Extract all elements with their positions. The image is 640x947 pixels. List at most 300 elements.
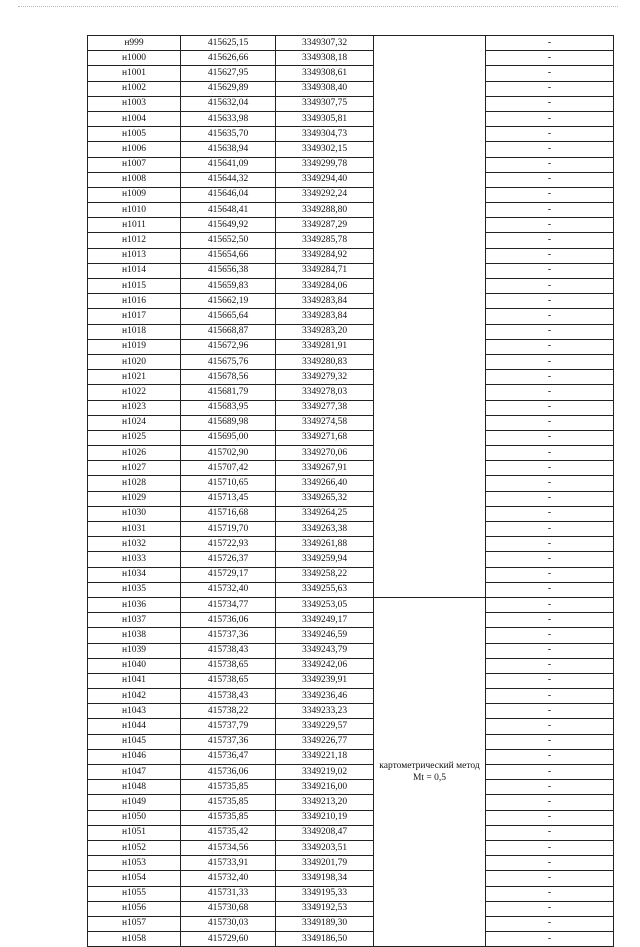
coord-y: 3349242,06 [276,658,374,673]
accuracy-value: - [486,309,614,324]
coord-y: 3349226,77 [276,734,374,749]
table-row [88,628,614,643]
table-row [88,142,614,157]
table-row [88,36,614,51]
coord-y: 3349239,91 [276,673,374,688]
table-row [88,339,614,354]
coord-y: 3349280,83 [276,354,374,369]
table-row [88,172,614,187]
point-name: н1046 [88,749,181,764]
point-name: н1009 [88,187,181,202]
coord-y: 3349270,06 [276,446,374,461]
accuracy-value: - [486,248,614,263]
coord-y: 3349229,57 [276,719,374,734]
point-name: н1021 [88,370,181,385]
coord-y: 3349266,40 [276,476,374,491]
table-row [88,704,614,719]
coord-y: 3349203,51 [276,840,374,855]
coord-y: 3349201,79 [276,856,374,871]
accuracy-value: - [486,172,614,187]
coord-x: 415738,43 [181,643,276,658]
coord-x: 415629,89 [181,81,276,96]
point-name: н1020 [88,354,181,369]
point-name: н1034 [88,567,181,582]
point-name: н1037 [88,613,181,628]
point-name: н1008 [88,172,181,187]
accuracy-value: - [486,537,614,552]
coord-x: 415702,90 [181,446,276,461]
point-name: н1006 [88,142,181,157]
accuracy-value: - [486,597,614,612]
table-row [88,279,614,294]
coord-y: 3349283,84 [276,309,374,324]
accuracy-value: - [486,476,614,491]
coord-x: 415736,06 [181,765,276,780]
table-row [88,673,614,688]
accuracy-value: - [486,795,614,810]
point-name: н1052 [88,840,181,855]
table-row [88,871,614,886]
coord-y: 3349219,02 [276,765,374,780]
coord-y: 3349264,25 [276,506,374,521]
coord-x: 415730,03 [181,916,276,931]
coord-y: 3349246,59 [276,628,374,643]
point-name: н1041 [88,673,181,688]
point-name: н1015 [88,279,181,294]
coord-x: 415649,92 [181,218,276,233]
coord-x: 415654,66 [181,248,276,263]
coord-y: 3349216,00 [276,780,374,795]
accuracy-value: - [486,233,614,248]
accuracy-value: - [486,461,614,476]
table-row [88,446,614,461]
coord-x: 415738,65 [181,673,276,688]
coord-x: 415722,93 [181,537,276,552]
table-row [88,203,614,218]
table-row [88,430,614,445]
accuracy-value: - [486,279,614,294]
table-row [88,597,614,612]
coord-x: 415737,36 [181,734,276,749]
table-row [88,461,614,476]
accuracy-value: - [486,66,614,81]
table-row [88,233,614,248]
coord-y: 3349299,78 [276,157,374,172]
point-name: н1023 [88,400,181,415]
accuracy-value: - [486,628,614,643]
coord-x: 415635,70 [181,127,276,142]
accuracy-value: - [486,111,614,126]
table-row [88,567,614,582]
point-name: н1050 [88,810,181,825]
table-row [88,810,614,825]
point-name: н1029 [88,491,181,506]
coord-y: 3349259,94 [276,552,374,567]
coord-y: 3349186,50 [276,932,374,947]
accuracy-value: - [486,734,614,749]
coord-x: 415735,85 [181,795,276,810]
point-name: н1022 [88,385,181,400]
coord-x: 415719,70 [181,522,276,537]
point-name: н1002 [88,81,181,96]
accuracy-value: - [486,673,614,688]
coord-y: 3349271,68 [276,430,374,445]
coord-x: 415733,91 [181,856,276,871]
accuracy-value: - [486,825,614,840]
point-name: н1038 [88,628,181,643]
table-row [88,309,614,324]
table-row [88,66,614,81]
coord-x: 415735,85 [181,810,276,825]
accuracy-value: - [486,840,614,855]
table-row [88,51,614,66]
accuracy-value: - [486,552,614,567]
point-name: н1055 [88,886,181,901]
coord-x: 415738,65 [181,658,276,673]
accuracy-value: - [486,506,614,521]
point-name: н1033 [88,552,181,567]
accuracy-value: - [486,430,614,445]
point-name: н1014 [88,263,181,278]
point-name: н1028 [88,476,181,491]
table-row [88,840,614,855]
accuracy-value: - [486,491,614,506]
table-row [88,932,614,947]
table-row [88,886,614,901]
table-row [88,81,614,96]
accuracy-value: - [486,643,614,658]
coord-y: 3349236,46 [276,689,374,704]
accuracy-value: - [486,886,614,901]
accuracy-value: - [486,324,614,339]
coord-y: 3349283,84 [276,294,374,309]
table-row [88,522,614,537]
table-row [88,795,614,810]
coord-y: 3349192,53 [276,901,374,916]
point-name: н1024 [88,415,181,430]
coord-y: 3349195,33 [276,886,374,901]
coord-x: 415732,40 [181,871,276,886]
coord-x: 415729,17 [181,567,276,582]
coord-x: 415729,60 [181,932,276,947]
point-name: н1005 [88,127,181,142]
accuracy-value: - [486,263,614,278]
point-name: н1036 [88,597,181,612]
coord-y: 3349261,88 [276,537,374,552]
accuracy-value: - [486,704,614,719]
table-row [88,218,614,233]
coord-x: 415730,68 [181,901,276,916]
table-row [88,248,614,263]
coord-y: 3349274,58 [276,415,374,430]
accuracy-value: - [486,567,614,582]
coord-y: 3349208,47 [276,825,374,840]
coord-x: 415626,66 [181,51,276,66]
coord-x: 415633,98 [181,111,276,126]
table-row [88,111,614,126]
table-row [88,157,614,172]
table-row [88,324,614,339]
coord-y: 3349210,19 [276,810,374,825]
table-row [88,658,614,673]
coord-y: 3349284,06 [276,279,374,294]
accuracy-value: - [486,856,614,871]
coord-x: 415689,98 [181,415,276,430]
table-row [88,415,614,430]
point-name: н999 [88,36,181,51]
point-name: н1057 [88,916,181,931]
accuracy-value: - [486,582,614,597]
accuracy-value: - [486,203,614,218]
coord-y: 3349308,18 [276,51,374,66]
coord-y: 3349308,61 [276,66,374,81]
accuracy-value: - [486,354,614,369]
accuracy-value: - [486,765,614,780]
coord-x: 415681,79 [181,385,276,400]
table-row [88,552,614,567]
point-name: н1013 [88,248,181,263]
accuracy-value: - [486,142,614,157]
table-row [88,400,614,415]
point-name: н1039 [88,643,181,658]
table-row [88,780,614,795]
table-row [88,825,614,840]
coord-x: 415716,68 [181,506,276,521]
coord-x: 415632,04 [181,96,276,111]
coord-y: 3349221,18 [276,749,374,764]
method-cell [374,36,486,598]
table-row [88,96,614,111]
coord-x: 415652,50 [181,233,276,248]
coord-y: 3349281,91 [276,339,374,354]
coord-y: 3349277,38 [276,400,374,415]
accuracy-value: - [486,522,614,537]
table-row [88,127,614,142]
coord-y: 3349265,32 [276,491,374,506]
coord-x: 415668,87 [181,324,276,339]
coord-y: 3349213,20 [276,795,374,810]
accuracy-value: - [486,749,614,764]
table-row [88,491,614,506]
point-name: н1042 [88,689,181,704]
coord-y: 3349307,32 [276,36,374,51]
coord-y: 3349292,24 [276,187,374,202]
coord-y: 3349305,81 [276,111,374,126]
point-name: н1049 [88,795,181,810]
point-name: н1040 [88,658,181,673]
coord-y: 3349253,05 [276,597,374,612]
table-row [88,643,614,658]
table-row [88,476,614,491]
accuracy-value: - [486,370,614,385]
coord-y: 3349287,29 [276,218,374,233]
coordinates-table [87,35,614,947]
coord-x: 415710,65 [181,476,276,491]
accuracy-value: - [486,871,614,886]
accuracy-value: - [486,127,614,142]
coord-x: 415641,09 [181,157,276,172]
coord-x: 415625,15 [181,36,276,51]
accuracy-value: - [486,218,614,233]
point-name: н1051 [88,825,181,840]
coord-x: 415738,22 [181,704,276,719]
point-name: н1047 [88,765,181,780]
point-name: н1012 [88,233,181,248]
point-name: н1054 [88,871,181,886]
coord-x: 415695,00 [181,430,276,445]
coord-x: 415736,47 [181,749,276,764]
point-name: н1026 [88,446,181,461]
table-row [88,354,614,369]
coord-x: 415732,40 [181,582,276,597]
page-top-rule [18,6,618,11]
coord-x: 415665,64 [181,309,276,324]
coord-x: 415659,83 [181,279,276,294]
table-row [88,901,614,916]
coord-x: 415672,96 [181,339,276,354]
accuracy-value: - [486,932,614,947]
accuracy-value: - [486,446,614,461]
point-name: н1016 [88,294,181,309]
coord-y: 3349267,91 [276,461,374,476]
coord-y: 3349198,34 [276,871,374,886]
table-row [88,856,614,871]
coord-x: 415678,56 [181,370,276,385]
accuracy-value: - [486,901,614,916]
table-row [88,582,614,597]
coord-y: 3349263,38 [276,522,374,537]
coord-x: 415734,56 [181,840,276,855]
point-name: н1045 [88,734,181,749]
coord-y: 3349279,32 [276,370,374,385]
coord-y: 3349288,80 [276,203,374,218]
coord-x: 415646,04 [181,187,276,202]
table-row [88,294,614,309]
table-row [88,689,614,704]
point-name: н1003 [88,96,181,111]
coord-x: 415736,06 [181,613,276,628]
accuracy-value: - [486,96,614,111]
coord-x: 415627,95 [181,66,276,81]
point-name: н1001 [88,66,181,81]
point-name: н1058 [88,932,181,947]
coord-x: 415735,42 [181,825,276,840]
point-name: н1018 [88,324,181,339]
accuracy-value: - [486,613,614,628]
accuracy-value: - [486,400,614,415]
coord-y: 3349243,79 [276,643,374,658]
table-row [88,263,614,278]
coord-y: 3349233,23 [276,704,374,719]
point-name: н1011 [88,218,181,233]
point-name: н1032 [88,537,181,552]
coord-y: 3349284,92 [276,248,374,263]
point-name: н1019 [88,339,181,354]
coord-x: 415648,41 [181,203,276,218]
table-row [88,719,614,734]
point-name: н1027 [88,461,181,476]
table-row [88,537,614,552]
coord-y: 3349294,40 [276,172,374,187]
point-name: н1048 [88,780,181,795]
point-name: н1044 [88,719,181,734]
coord-x: 415734,77 [181,597,276,612]
accuracy-value: - [486,689,614,704]
accuracy-value: - [486,810,614,825]
coord-x: 415738,43 [181,689,276,704]
coordinates-table-body [88,36,614,947]
table-row [88,749,614,764]
coord-x: 415638,94 [181,142,276,157]
coord-x: 415713,45 [181,491,276,506]
table-row [88,916,614,931]
accuracy-value: - [486,780,614,795]
coord-y: 3349283,20 [276,324,374,339]
accuracy-value: - [486,51,614,66]
coord-x: 415656,38 [181,263,276,278]
coord-x: 415735,85 [181,780,276,795]
coord-y: 3349278,03 [276,385,374,400]
coord-x: 415731,33 [181,886,276,901]
coord-y: 3349304,73 [276,127,374,142]
method-cell: картометрический метод Mt = 0,5 [374,597,486,946]
accuracy-value: - [486,415,614,430]
accuracy-value: - [486,36,614,51]
point-name: н1031 [88,522,181,537]
coord-x: 415644,32 [181,172,276,187]
accuracy-value: - [486,187,614,202]
coord-x: 415683,95 [181,400,276,415]
coord-x: 415675,76 [181,354,276,369]
accuracy-value: - [486,916,614,931]
table-row [88,765,614,780]
table-row [88,370,614,385]
accuracy-value: - [486,294,614,309]
coord-y: 3349255,63 [276,582,374,597]
accuracy-value: - [486,719,614,734]
point-name: н1025 [88,430,181,445]
point-name: н1017 [88,309,181,324]
coord-y: 3349285,78 [276,233,374,248]
point-name: н1000 [88,51,181,66]
table-row [88,385,614,400]
coord-x: 415707,42 [181,461,276,476]
table-row [88,613,614,628]
accuracy-value: - [486,385,614,400]
point-name: н1030 [88,506,181,521]
point-name: н1010 [88,203,181,218]
coord-y: 3349249,17 [276,613,374,628]
table-row [88,734,614,749]
table-row [88,506,614,521]
accuracy-value: - [486,157,614,172]
coord-y: 3349258,22 [276,567,374,582]
point-name: н1007 [88,157,181,172]
point-name: н1053 [88,856,181,871]
accuracy-value: - [486,81,614,96]
table-row [88,187,614,202]
coord-x: 415737,79 [181,719,276,734]
coord-y: 3349307,75 [276,96,374,111]
coord-x: 415726,37 [181,552,276,567]
accuracy-value: - [486,658,614,673]
point-name: н1043 [88,704,181,719]
point-name: н1056 [88,901,181,916]
coord-y: 3349302,15 [276,142,374,157]
coord-x: 415737,36 [181,628,276,643]
point-name: н1004 [88,111,181,126]
coord-y: 3349189,30 [276,916,374,931]
